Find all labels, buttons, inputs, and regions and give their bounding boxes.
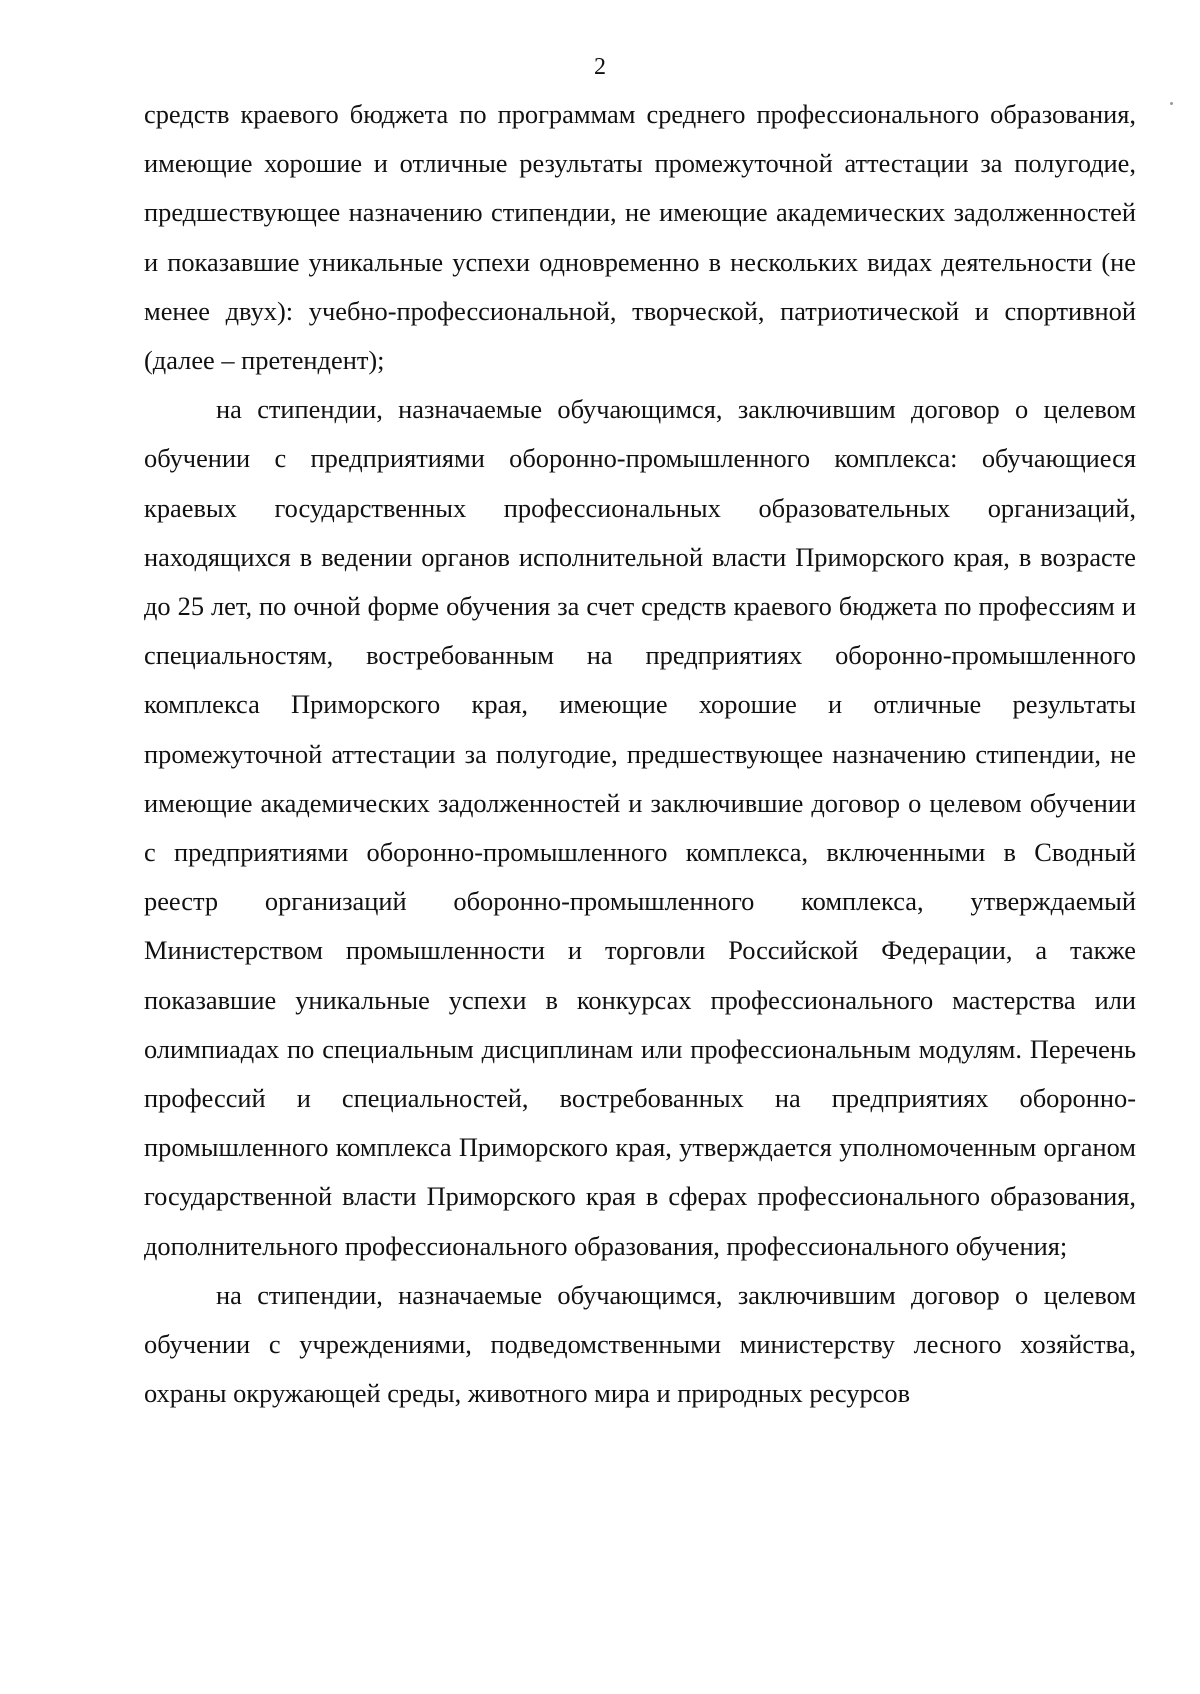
- scan-artifact: [1170, 102, 1173, 105]
- paragraph-defense-industry: на стипендии, назначаемые обучающимся, заключившим договор о целевом обучении с предприятиями оборонно-промышленного комплекса: обучающиеся краевых государственных профессиональных образовательных организаций, находящихся в ведении органов исполнительной власти Приморского края, в возрасте до 25 лет, по очной форме обучения за счет средств краевого бюджета по профессиям и специальностям, востребованным на предприятиях оборонно-промышленного комплекса Приморского края, имеющие хорошие и отличные результаты промежуточной аттестации за полугодие, предшествующее назначению стипендии, не имеющие академических задолженностей и заключившие договор о целевом обучении с предприятиями оборонно-промышленного комплекса, включенными в Сводный реестр организаций оборонно-промышленного комплекса, утверждаемый Министерством промышленности и торговли Российской Федерации, а также показавшие уникальные успехи в конкурсах профессионального мастерства или олимпиадах по специальным дисциплинам или профессиональным модулям. Перечень профессий и специальностей, востребованных на предприятиях оборонно-промышленного комплекса Приморского края, утверждается уполномоченным органом государственной власти Приморского края в сферах профессионального образования, дополнительного профессионального образования, профессионального обучения;: [144, 394, 1136, 1261]
- page-number: 2: [594, 54, 606, 80]
- paragraph-continuation: средств краевого бюджета по программам среднего профессионального образования, имеющие хорошие и отличные результаты промежуточной аттестации за полугодие, предшествующее назначению стипендии, не имеющие академических задолженностей и показавшие уникальные успехи одновременно в нескольких видах деятельности (не менее двух): учебно-профессиональной, творческой, патриотической и спортивной (далее – претендент);: [144, 99, 1136, 376]
- paragraph-forestry: на стипендии, назначаемые обучающимся, заключившим договор о целевом обучении с учреждениями, подведомственными министерству лесного хозяйства, охраны окружающей среды, животного мира и природных ресурсов: [144, 1279, 1136, 1409]
- document-body: [144, 90, 1136, 1418]
